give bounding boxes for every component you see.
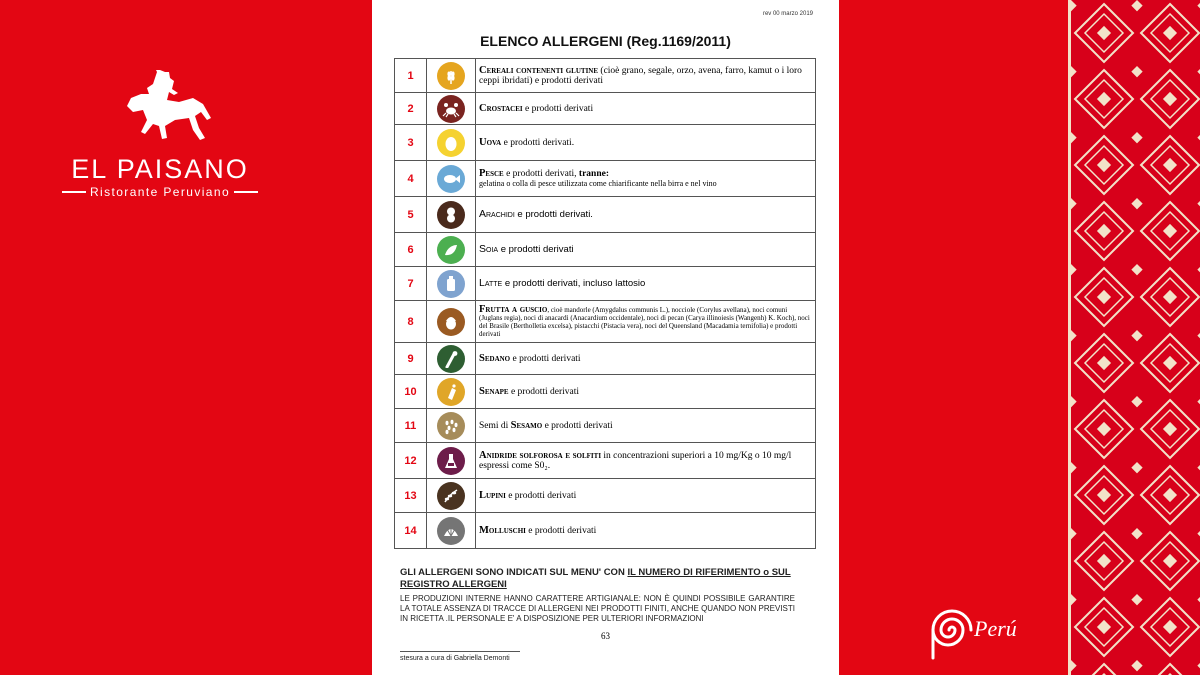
allergen-detail: e prodotti derivati xyxy=(542,420,613,431)
allergen-number: 1 xyxy=(395,59,427,93)
allergen-prefix: Semi di xyxy=(479,420,511,431)
allergen-row xyxy=(395,267,816,301)
wheat-icon xyxy=(437,62,465,90)
allergen-detail: e prodotti derivati. xyxy=(501,137,575,148)
allergen-detail: e prodotti derivati. xyxy=(514,209,593,220)
allergen-name: Molluschi xyxy=(479,524,526,536)
allergen-document xyxy=(372,0,839,675)
allergen-detail: e prodotti derivati xyxy=(508,386,580,397)
allergen-row xyxy=(395,301,816,343)
allergen-detail: (cioè grano, segale, orzo, avena, farro, kamut o i loro ceppi ibridati) e prodotti derivati xyxy=(479,65,802,86)
allergen-number: 10 xyxy=(395,375,427,409)
allergen-icon-cell xyxy=(427,513,476,549)
allergen-detail: e prodotti derivati xyxy=(525,525,597,536)
mollusc-icon xyxy=(437,517,465,545)
allergen-table xyxy=(394,58,816,549)
allergen-number: 14 xyxy=(395,513,427,549)
sulfite-icon xyxy=(437,447,465,475)
allergen-detail: e prodotti derivati, xyxy=(503,168,579,179)
allergen-icon-cell xyxy=(427,443,476,479)
nut-icon xyxy=(437,308,465,336)
divider xyxy=(234,191,258,193)
allergen-description xyxy=(476,267,816,301)
allergen-icon-cell xyxy=(427,409,476,443)
allergen-number: 2 xyxy=(395,93,427,125)
allergen-name: Cereali contenenti glutine xyxy=(479,64,599,76)
allergen-description xyxy=(476,375,816,409)
allergen-description xyxy=(476,125,816,161)
allergen-number: 11 xyxy=(395,409,427,443)
peru-logo-text: Perú xyxy=(974,616,1017,641)
allergen-row xyxy=(395,409,816,443)
allergen-detail: in concentrazioni superiori a 10 mg/Kg o 10 mg/l espressi come S0₂. xyxy=(479,450,792,471)
allergen-description xyxy=(476,233,816,267)
allergen-name: Sedano xyxy=(479,352,511,364)
allergen-name: Senape xyxy=(479,385,509,397)
allergen-number: 3 xyxy=(395,125,427,161)
allergen-icon-cell xyxy=(427,375,476,409)
decorative-pattern xyxy=(1068,0,1200,675)
egg-icon xyxy=(437,129,465,157)
allergen-description xyxy=(476,59,816,93)
fish-icon xyxy=(437,165,465,193)
peru-logo xyxy=(928,600,1038,660)
allergen-detail: e prodotti derivati xyxy=(498,244,574,255)
allergen-row xyxy=(395,443,816,479)
allergen-row xyxy=(395,343,816,375)
allergen-number: 8 xyxy=(395,301,427,343)
allergen-row xyxy=(395,161,816,197)
allergen-exception: gelatina o colla di pesce utilizzata come chiarificante nella birra e nel vino xyxy=(479,178,717,188)
footer-disclaimer: LE PRODUZIONI INTERNE HANNO CARATTERE ARTIGIANALE: NON È QUINDI POSSIBILE GARANTIRE LA TOTALE ASSENZA DI TRACCE DI ALLERGENI NEI PRODOTTI FINITI, ANCHE QUANDO NON PREVISTI IN RICETTA .IL PERSONALE E' A DISPOSIZIONE PER ULTERIORI INFORMAZIONI xyxy=(400,594,795,623)
allergen-icon-cell xyxy=(427,301,476,343)
allergen-name: Lupini xyxy=(479,489,506,501)
mustard-icon xyxy=(437,378,465,406)
allergen-row xyxy=(395,59,816,93)
allergen-name: Latte xyxy=(479,277,503,289)
allergen-exception-label: tranne: xyxy=(578,168,609,179)
milk-icon xyxy=(437,270,465,298)
sesame-icon xyxy=(437,412,465,440)
allergen-icon-cell xyxy=(427,343,476,375)
allergen-detail: e prodotti derivati xyxy=(510,353,581,364)
document-title: ELENCO ALLERGENI (Reg.1169/2011) xyxy=(480,33,731,49)
horse-rider-icon xyxy=(95,70,225,150)
allergen-icon-cell xyxy=(427,125,476,161)
allergen-icon-cell xyxy=(427,161,476,197)
allergen-description xyxy=(476,301,816,343)
allergen-name: Uova xyxy=(479,136,502,148)
allergen-name: Crostacei xyxy=(479,102,523,114)
footer-statement xyxy=(400,567,812,591)
signature: stesura a cura di Gabriella Demonti xyxy=(400,655,510,662)
celery-icon xyxy=(437,345,465,373)
allergen-icon-cell xyxy=(427,93,476,125)
allergen-name: Pesce xyxy=(479,167,504,179)
allergen-icon-cell xyxy=(427,479,476,513)
allergen-name: Soia xyxy=(479,243,499,255)
allergen-description xyxy=(476,197,816,233)
allergen-row xyxy=(395,513,816,549)
allergen-name: Arachidi xyxy=(479,208,515,220)
allergen-row xyxy=(395,93,816,125)
peru-spiral-icon xyxy=(928,600,1038,660)
allergen-description xyxy=(476,161,816,197)
allergen-description xyxy=(476,409,816,443)
allergen-row xyxy=(395,125,816,161)
allergen-description xyxy=(476,513,816,549)
soy-icon xyxy=(437,236,465,264)
allergen-number: 6 xyxy=(395,233,427,267)
page-number: 63 xyxy=(601,631,610,641)
footer-statement-underlined: IL NUMERO DI RIFERIMENTO o SUL REGISTRO ALLERGENI xyxy=(400,567,791,590)
allergen-description xyxy=(476,93,816,125)
allergen-number: 7 xyxy=(395,267,427,301)
allergen-number: 13 xyxy=(395,479,427,513)
allergen-row xyxy=(395,233,816,267)
peanut-icon xyxy=(437,201,465,229)
allergen-description xyxy=(476,479,816,513)
revision-label: rev 00 marzo 2019 xyxy=(762,11,813,17)
brand-name: EL PAISANO xyxy=(71,154,249,184)
brand-logo xyxy=(40,70,280,199)
lupin-icon xyxy=(437,482,465,510)
allergen-row xyxy=(395,197,816,233)
allergen-icon-cell xyxy=(427,197,476,233)
allergen-number: 9 xyxy=(395,343,427,375)
allergen-icon-cell xyxy=(427,233,476,267)
allergen-name: Frutta a guscio xyxy=(479,303,548,315)
allergen-detail: , cioè mandorle (Amygdalus communis L.), nocciole (Corylus avellana), noci comuni (Juglans regia), noci di anacardi (Anacardium occidentale), noci di pecan (Carya illinoiesis (Wangenh) K. Koch), noci del Brasile (Bertholletia excelsa), pistacchi (Pistacia vera), noci del Queensland (Macadamia ternifolia) e prodotti derivati xyxy=(479,305,810,338)
allergen-row xyxy=(395,375,816,409)
allergen-detail: e prodotti derivati, incluso lattosio xyxy=(502,278,646,289)
divider xyxy=(62,191,86,193)
allergen-icon-cell xyxy=(427,59,476,93)
allergen-number: 4 xyxy=(395,161,427,197)
allergen-detail: e prodotti derivati xyxy=(505,490,577,501)
allergen-name: Anidride solforosa e solfiti xyxy=(479,449,602,461)
allergen-name: Sesamo xyxy=(510,419,543,431)
allergen-number: 5 xyxy=(395,197,427,233)
crab-icon xyxy=(437,95,465,123)
footer-statement-text: GLI ALLERGENI SONO INDICATI SUL MENU' CON xyxy=(400,567,628,578)
allergen-number: 12 xyxy=(395,443,427,479)
allergen-row xyxy=(395,479,816,513)
diamond-pattern-icon xyxy=(1071,0,1200,675)
allergen-description xyxy=(476,443,816,479)
allergen-icon-cell xyxy=(427,267,476,301)
allergen-detail: e prodotti derivati xyxy=(522,103,594,114)
brand-subtitle: Ristorante Peruviano xyxy=(89,185,231,199)
signature-line xyxy=(400,651,520,652)
allergen-description xyxy=(476,343,816,375)
